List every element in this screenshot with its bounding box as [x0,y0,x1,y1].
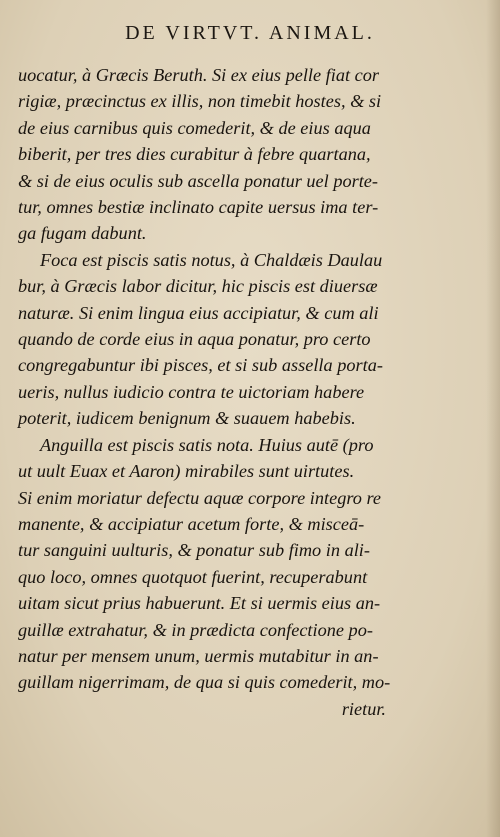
text-line: ga fugam dabunt. [18,223,147,244]
text-line: Si enim moriatur defectu aquæ corpore integro re [18,487,382,508]
text-line: de eius carnibus quis comederit, & de eius aqua [18,117,371,138]
text-line: biberit, per tres dies curabitur à febre quartana, [18,144,371,165]
text-line: congregabuntur ibi pisces, et si sub assella porta- [18,355,383,376]
text-line: guillæ extrahatur, & in prædicta confectione po- [18,619,373,640]
text-line: bur, à Græcis labor dicitur, hic piscis est diuersæ [18,276,378,297]
text-line: tur sanguini uulturis, & ponatur sub fimo in ali- [18,540,370,561]
running-title: DE VIRTVT. ANIMAL. [125,22,375,44]
text-line: quo loco, omnes quotquot fuerint, recuperabunt [18,566,368,587]
text-line: tur, omnes bestiæ inclinato capite uersus ima ter- [18,197,379,218]
text-line: rigiæ, præcinctus ex illis, non timebit hostes, & si [18,91,382,112]
text-line: uitam sicut prius habuerunt. Et si uermis eius an- [18,593,381,614]
text-line: Foca est piscis satis notus, à Chaldæis Daulau [40,249,383,270]
text-line: naturæ. Si enim lingua eius accipiatur, & cum ali [18,302,379,323]
text-line: quando de corde eius in aqua ponatur, pro certo [18,329,371,350]
text-line: guillam nigerrimam, de qua si quis comederit, mo- [18,672,391,693]
text-line: manente, & accipiatur acetum forte, & misceā- [18,513,365,534]
text-line: natur per mensem unum, uermis mutabitur in an- [18,645,379,666]
text-line: ut uult Euax et Aaron) mirabiles sunt uirtutes. [18,461,355,482]
text-line: ueris, nullus iudicio contra te uictoriam habere [18,381,365,402]
page-edge-shadow [486,0,500,837]
text-line: poterit, iudicem benignum & suauem habebis. [18,408,356,429]
text-line: rietur. [341,698,386,719]
page-body [18,62,390,722]
text-line: Anguilla est piscis satis nota. Huius autē (pro [40,434,374,455]
text-line: uocatur, à Græcis Beruth. Si ex eius pelle fiat cor [18,65,380,85]
text-line: & si de eius oculis sub ascella ponatur uel porte- [18,170,379,191]
